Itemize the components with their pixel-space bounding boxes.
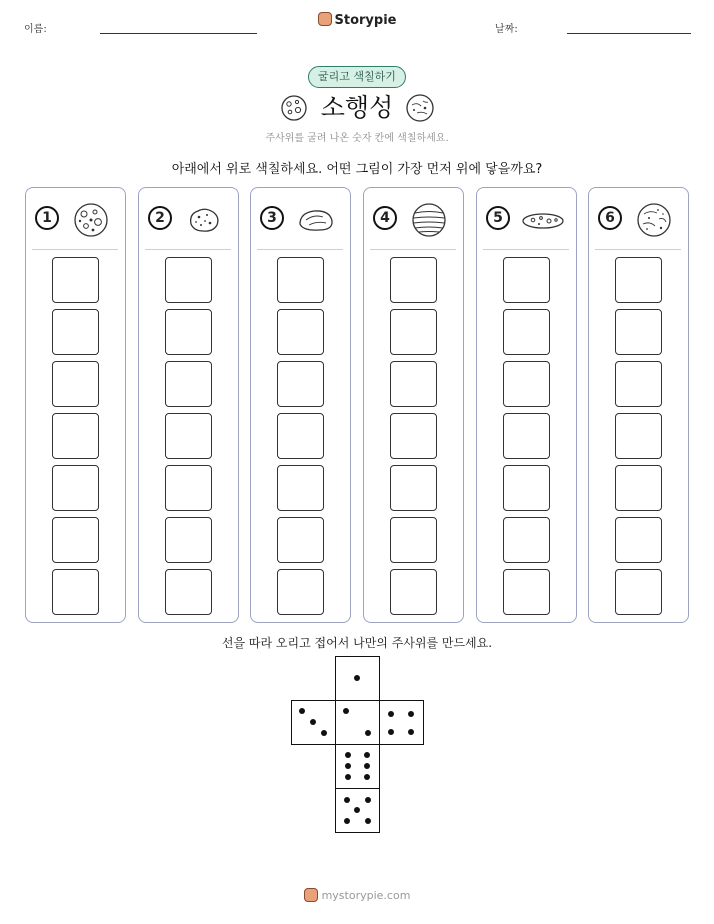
- pip: [364, 774, 370, 780]
- column-divider: [32, 249, 118, 250]
- color-box[interactable]: [503, 465, 550, 511]
- color-box[interactable]: [615, 257, 662, 303]
- color-box[interactable]: [165, 309, 212, 355]
- pip: [344, 797, 350, 803]
- color-box[interactable]: [277, 413, 324, 459]
- color-box[interactable]: [165, 517, 212, 563]
- race-column-6: [588, 187, 689, 623]
- bear-logo-icon: [304, 888, 318, 902]
- smooth-asteroid-icon: [297, 202, 335, 238]
- color-box[interactable]: [52, 309, 99, 355]
- striped-planet-icon: [410, 202, 448, 238]
- color-box[interactable]: [503, 413, 550, 459]
- color-box[interactable]: [52, 517, 99, 563]
- color-box[interactable]: [277, 257, 324, 303]
- color-box[interactable]: [503, 309, 550, 355]
- race-column-2: [138, 187, 239, 623]
- dice-face-4: [379, 700, 424, 745]
- color-box[interactable]: [615, 309, 662, 355]
- bear-logo-icon: [318, 12, 332, 26]
- activity-badge: 굴리고 색칠하기: [308, 66, 406, 88]
- column-number: 5: [486, 206, 510, 230]
- pip: [354, 807, 360, 813]
- dice-face-5: [335, 788, 380, 833]
- color-box[interactable]: [165, 465, 212, 511]
- date-line: [567, 33, 691, 34]
- color-box[interactable]: [503, 257, 550, 303]
- color-box[interactable]: [165, 413, 212, 459]
- pip: [354, 675, 360, 681]
- color-box[interactable]: [277, 465, 324, 511]
- date-label: 날짜:: [495, 24, 518, 35]
- color-box[interactable]: [390, 257, 437, 303]
- color-box[interactable]: [390, 309, 437, 355]
- pip: [365, 818, 371, 824]
- brand-logo: [0, 12, 714, 28]
- race-column-5: [476, 187, 577, 623]
- dice-face-1: [335, 656, 380, 701]
- color-box[interactable]: [52, 569, 99, 615]
- color-box[interactable]: [277, 361, 324, 407]
- pip: [364, 763, 370, 769]
- color-box[interactable]: [390, 569, 437, 615]
- color-box[interactable]: [277, 517, 324, 563]
- pip: [365, 730, 371, 736]
- column-number: 3: [260, 206, 284, 230]
- pip: [388, 729, 394, 735]
- column-number: 4: [373, 206, 397, 230]
- title-asteroid-right-icon: [405, 93, 435, 123]
- color-box[interactable]: [503, 569, 550, 615]
- pip: [364, 752, 370, 758]
- page-title: 소행성: [320, 93, 394, 122]
- column-divider: [145, 249, 231, 250]
- color-box[interactable]: [165, 257, 212, 303]
- color-box[interactable]: [615, 569, 662, 615]
- pip: [345, 752, 351, 758]
- race-column-1: [25, 187, 126, 623]
- column-number: 1: [35, 206, 59, 230]
- cratered-asteroid-icon: [72, 202, 110, 238]
- color-box[interactable]: [52, 361, 99, 407]
- color-box[interactable]: [277, 309, 324, 355]
- color-box[interactable]: [52, 465, 99, 511]
- color-box[interactable]: [165, 361, 212, 407]
- color-box[interactable]: [390, 361, 437, 407]
- color-box[interactable]: [615, 517, 662, 563]
- column-divider: [370, 249, 456, 250]
- column-divider: [257, 249, 343, 250]
- color-box[interactable]: [503, 517, 550, 563]
- dice-face-1-center: [335, 700, 380, 745]
- color-box[interactable]: [390, 413, 437, 459]
- pip: [299, 708, 305, 714]
- pip: [310, 719, 316, 725]
- name-line: [100, 33, 257, 34]
- color-box[interactable]: [615, 413, 662, 459]
- race-column-4: [363, 187, 464, 623]
- pip: [345, 774, 351, 780]
- color-box[interactable]: [390, 465, 437, 511]
- pip: [365, 797, 371, 803]
- color-box[interactable]: [277, 569, 324, 615]
- column-divider: [595, 249, 681, 250]
- pip: [408, 729, 414, 735]
- pip: [343, 708, 349, 714]
- color-box[interactable]: [615, 465, 662, 511]
- pip: [321, 730, 327, 736]
- color-box[interactable]: [390, 517, 437, 563]
- round-asteroid-icon: [635, 202, 673, 238]
- column-number: 6: [598, 206, 622, 230]
- dice-face-6: [335, 744, 380, 789]
- race-column-3: [250, 187, 351, 623]
- page-subtitle: 주사위를 굴려 나온 숫자 칸에 색칠하세요.: [265, 133, 449, 144]
- column-number: 2: [148, 206, 172, 230]
- footer-url[interactable]: mystorypie.com: [321, 889, 411, 902]
- name-label: 이름:: [24, 24, 47, 35]
- brand-name: Storypie: [334, 13, 397, 28]
- color-box[interactable]: [165, 569, 212, 615]
- pip: [408, 711, 414, 717]
- color-box[interactable]: [503, 361, 550, 407]
- pip: [344, 818, 350, 824]
- pip: [345, 763, 351, 769]
- column-divider: [483, 249, 569, 250]
- instructions: 아래에서 위로 색칠하세요. 어떤 그림이 가장 먼저 위에 닿을까요?: [171, 162, 543, 177]
- pip: [388, 711, 394, 717]
- color-box[interactable]: [52, 257, 99, 303]
- dice-instructions: 선을 따라 오리고 접어서 나만의 주사위를 만드세요.: [221, 636, 493, 650]
- flat-asteroid-icon: [521, 202, 565, 238]
- color-box[interactable]: [52, 413, 99, 459]
- dice-face-3: [291, 700, 336, 745]
- footer: [0, 888, 714, 902]
- color-box[interactable]: [615, 361, 662, 407]
- rocky-asteroid-icon: [185, 202, 223, 238]
